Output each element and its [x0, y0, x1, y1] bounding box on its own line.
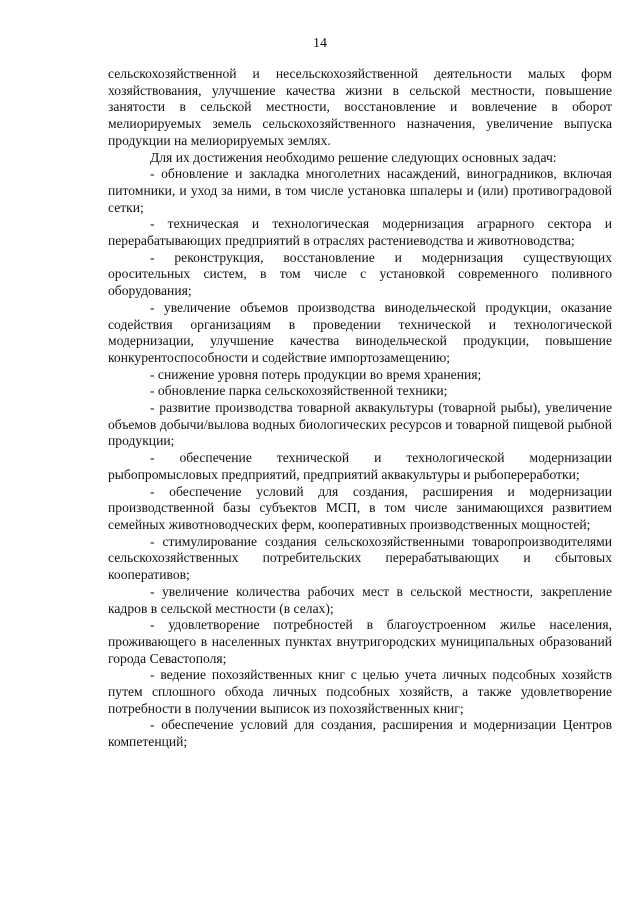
page-body — [108, 66, 612, 751]
page-number: 14 — [313, 36, 327, 51]
task-item-11: - увеличение количества рабочих мест в сельской местности, закрепление кадров в сельской местности (в селах); — [108, 583, 612, 616]
task-item-3: - реконструкция, восстановление и модернизация существующих оросительных систем, в том числе с установкой современного поливного оборудования; — [108, 249, 612, 299]
task-item-14: - обеспечение условий для создания, расширения и модернизации Центров компетенций; — [108, 717, 612, 750]
task-item-8: - обеспечение технической и технологической модернизации рыбопромысловых предприятий, предприятий аквакультуры и рыбопереработки; — [108, 450, 612, 482]
task-item-2: - техническая и технологическая модернизация аграрного сектора и перерабатывающих предприятий в отраслях растениеводства и животноводства; — [108, 216, 612, 249]
task-item-9: - обеспечение условий для создания, расширения и модернизации производственной базы субъектов МСП, в том числе занимающихся развитием семейных животноводческих ферм, кооперативных производственных мощностей; — [108, 483, 612, 532]
task-item-4: - увеличение объемов производства винодельческой продукции, оказание содействия организациям в проведении технической и технологической модернизации, улучшение качества винодельческой продукции, повышение конкурентоспособности и содействие импортозамещению; — [108, 299, 612, 365]
task-item-13: - ведение похозяйственных книг с целью учета личных подсобных хозяйств путем сплошного обхода личных подсобных хозяйств, а также удовлетворение потребности в получении выписок из похозяйственных книг; — [108, 667, 612, 716]
task-item-5: - снижение уровня потерь продукции во время хранения; — [150, 366, 482, 382]
task-item-12: - удовлетворение потребностей в благоустроенном жилье населения, проживающего в населенных пунктах внутригородских муниципальных образований города Севастополя; — [108, 617, 612, 666]
task-item-10: - стимулирование создания сельскохозяйственными товаропроизводителями сельскохозяйственных потребительских перерабатывающих и сбытовых кооперативов; — [108, 533, 612, 583]
task-item-7: - развитие производства товарной аквакультуры (товарной рыбы), увеличение объемов добычи/вылова водных биологических ресурсов и товарной пищевой рыбной продукции; — [108, 400, 612, 449]
tasks-lead-paragraph: Для их достижения необходимо решение следующих основных задач: — [150, 149, 557, 165]
intro-paragraph: сельскохозяйственной и несельскохозяйственной деятельности малых форм хозяйствования, улучшение качества жизни в сельской местности, повышение занятости в сельской местности, восстановление и вовлечение в оборот мелиорируемых земель сельскохозяйственного назначения, увеличение выпуска продукции на мелиорируемых землях. — [108, 66, 612, 148]
task-item-6: - обновление парка сельскохозяйственной техники; — [150, 383, 448, 399]
task-item-1: - обновление и закладка многолетних насаждений, виноградников, включая питомники, и уход за ними, в том числе установка шпалеры и (или) противоградовой сетки; — [108, 166, 612, 215]
